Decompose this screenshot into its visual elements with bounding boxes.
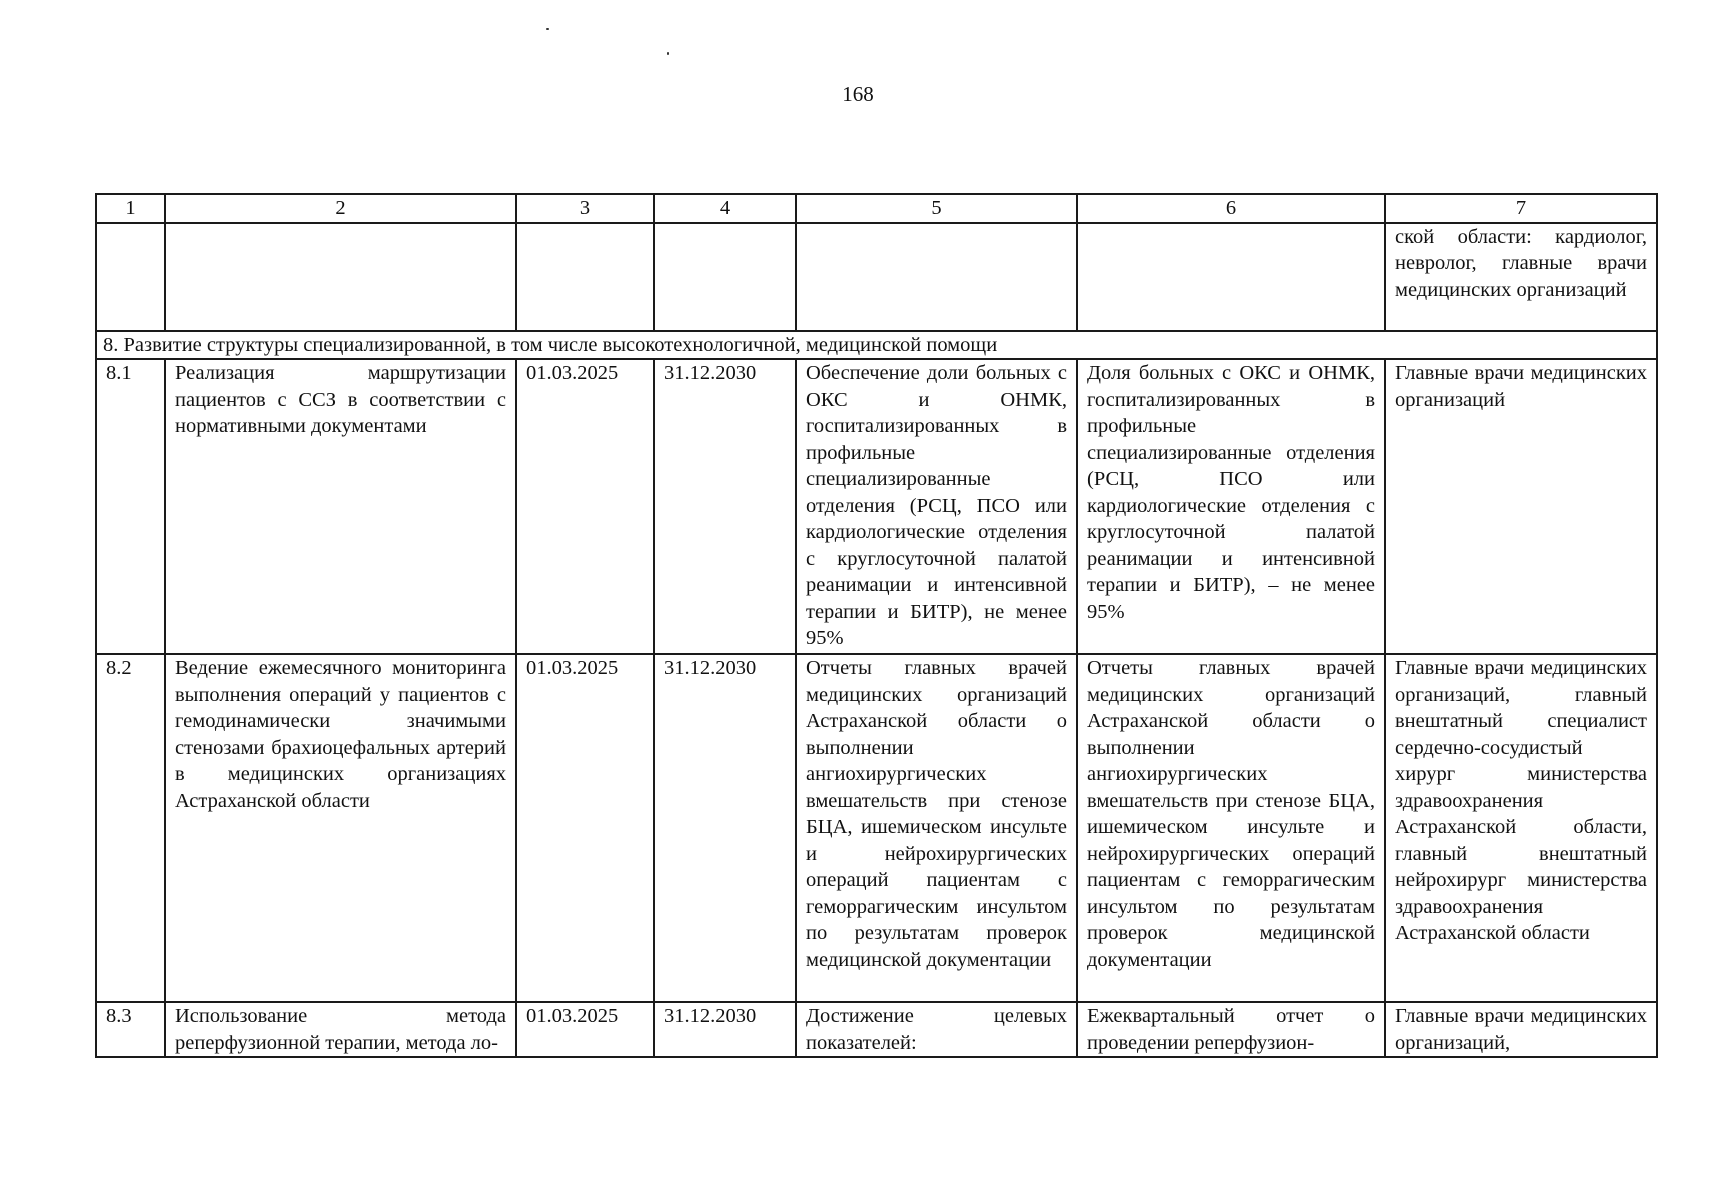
row-number: 8.2 [96, 654, 165, 1002]
responsible-cell: Главные врачи медицинских организаций, [1385, 1002, 1657, 1057]
table-cell [165, 223, 516, 331]
column-header: 1 [96, 194, 165, 223]
table-row [96, 359, 1657, 654]
end-date: 31.12.2030 [654, 654, 796, 1002]
row-number: 8.1 [96, 359, 165, 654]
result-cell: Обеспечение доли больных с ОКС и ОНМК, госпитализированных в профильные специализированные отделения (РСЦ, ПСО или кардиологические отделения с круглосуточной палатой реанимации и интенсивной терапии и БИТР), не менее 95% [796, 359, 1077, 654]
column-header: 4 [654, 194, 796, 223]
activity-cell: Ведение ежемесячного мониторинга выполнения операций у пациентов с гемодинамически значимыми стенозами брахиоцефальных артерий в медицинских организациях Астраханской области [165, 654, 516, 1002]
section-row [96, 331, 1657, 360]
result-cell: Достижение целевых показателей: [796, 1002, 1077, 1057]
column-header: 2 [165, 194, 516, 223]
column-header: 7 [1385, 194, 1657, 223]
end-date: 31.12.2030 [654, 1002, 796, 1057]
table-cell [96, 223, 165, 331]
page-number: 168 [842, 82, 874, 106]
start-date: 01.03.2025 [516, 1002, 654, 1057]
result-cell: Отчеты главных врачей медицинских организаций Астраханской области о выполнении ангиохирургических вмешательств при стенозе БЦА, ишемическом инсульте и нейрохирургических операций пациентам с геморрагическим инсультом по результатам проверок медицинской документации [796, 654, 1077, 1002]
column-header: 6 [1077, 194, 1385, 223]
column-header: 5 [796, 194, 1077, 223]
column-header-row [96, 194, 1657, 223]
start-date: 01.03.2025 [516, 359, 654, 654]
start-date: 01.03.2025 [516, 654, 654, 1002]
column-header: 3 [516, 194, 654, 223]
scan-speck [667, 52, 669, 55]
table-cell [516, 223, 654, 331]
table-cell [796, 223, 1077, 331]
indicator-cell: Отчеты главных врачей медицинских организаций Астраханской области о выполнении ангиохирургических вмешательств при стенозе БЦА, ишемическом инсульте и нейрохирургических операций пациентам с геморрагическим инсультом по результатам проверок медицинской документации [1077, 654, 1385, 1002]
end-date: 31.12.2030 [654, 359, 796, 654]
table-row [96, 654, 1657, 1002]
table-row [96, 1002, 1657, 1057]
responsible-cell: Главные врачи медицинских организаций [1385, 359, 1657, 654]
table-cell [654, 223, 796, 331]
indicator-cell: Доля больных с ОКС и ОНМК, госпитализированных в профильные специализированные отделения (РСЦ, ПСО или кардиологические отделения с круглосуточной палатой реанимации и интенсивной терапии и БИТР), – не менее 95% [1077, 359, 1385, 654]
plan-table [95, 193, 1658, 1058]
scan-speck [546, 28, 549, 30]
section-title: 8. Развитие структуры специализированной, в том числе высокотехнологичной, медицинской помощи [96, 331, 1657, 360]
indicator-cell: Ежеквартальный отчет о проведении реперфузион- [1077, 1002, 1385, 1057]
activity-cell: Реализация маршрутизации пациентов с ССЗ в соответствии с нормативными документами [165, 359, 516, 654]
table-cell [1077, 223, 1385, 331]
continued-row [96, 223, 1657, 331]
activity-cell: Использование метода реперфузионной терапии, метода ло- [165, 1002, 516, 1057]
row-number: 8.3 [96, 1002, 165, 1057]
responsible-cell: ской области: кардиолог, невролог, главные врачи медицинских организаций [1385, 223, 1657, 331]
responsible-cell: Главные врачи медицинских организаций, главный внештатный специалист сердечно-сосудистый хирург министерства здравоохранения Астраханской области, главный внештатный нейрохирург министерства здравоохранения Астраханской области [1385, 654, 1657, 1002]
